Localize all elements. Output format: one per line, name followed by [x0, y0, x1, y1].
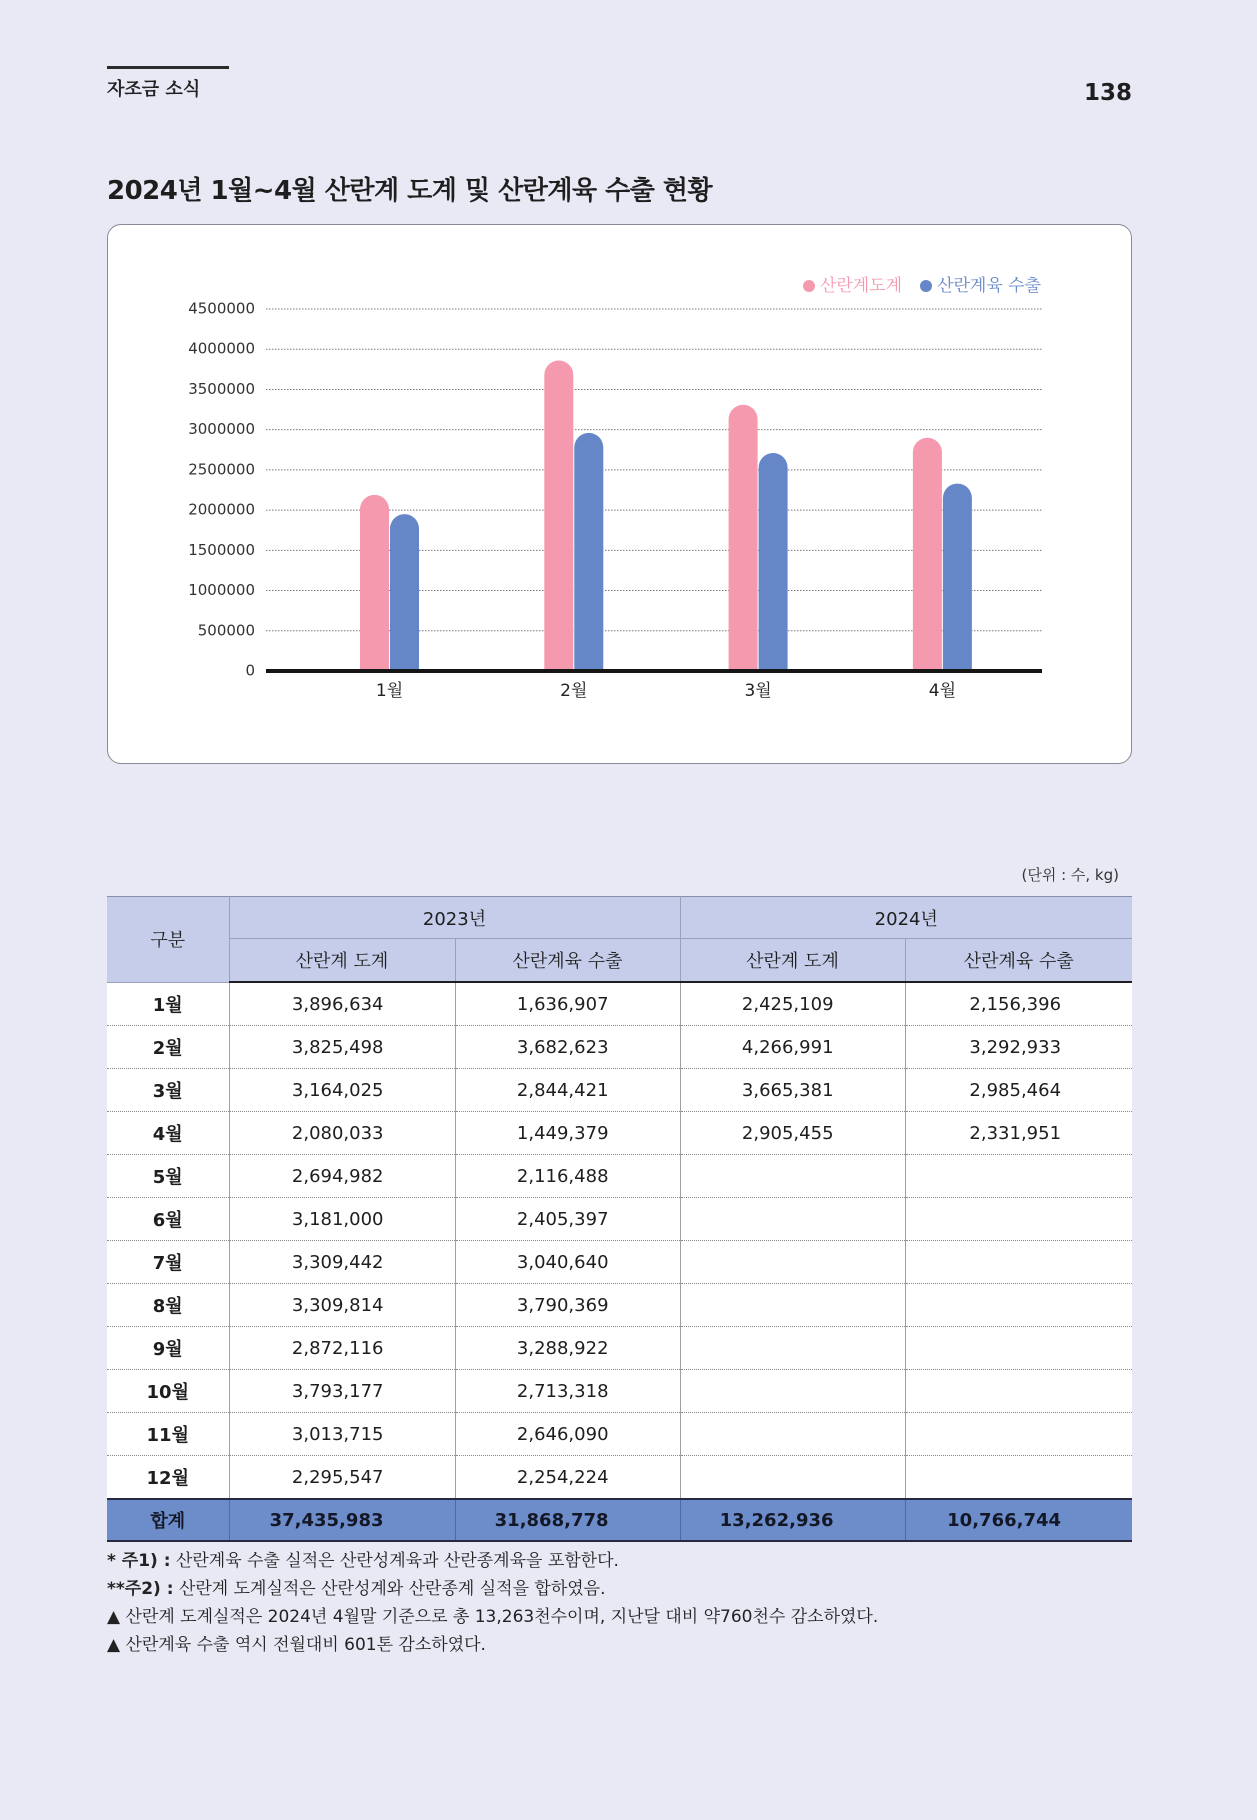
table-cell — [905, 1413, 1132, 1456]
row-month-label: 8월 — [107, 1284, 229, 1327]
footnote-text: 산란계 도계실적은 산란성계와 산란종계 실적을 합하였음. — [178, 1579, 606, 1599]
footnote-label: **주2) : — [107, 1579, 174, 1599]
y-tick-label: 1000000 — [188, 581, 255, 600]
legend-dot-icon — [803, 280, 815, 292]
column-header: 산란계육 수출 — [455, 939, 680, 983]
table-cell: 3,013,715 — [229, 1413, 455, 1456]
row-month-label: 2월 — [107, 1026, 229, 1069]
table-cell: 2,905,455 — [680, 1112, 905, 1155]
table-cell: 2,156,396 — [905, 982, 1132, 1026]
table-cell: 2,872,116 — [229, 1327, 455, 1370]
total-label: 합계 — [107, 1499, 229, 1541]
chart-legend — [803, 275, 1041, 297]
table-cell: 2,985,464 — [905, 1069, 1132, 1112]
page-title: 2024년 1월~4월 산란계 도계 및 산란계육 수출 현황 — [107, 176, 713, 206]
y-tick-label: 500000 — [197, 621, 255, 640]
row-month-label: 10월 — [107, 1370, 229, 1413]
table-row — [107, 1413, 1132, 1456]
footnote-1 — [107, 1547, 878, 1575]
table-header-row-columns — [107, 939, 1132, 983]
y-tick-label: 2500000 — [188, 460, 255, 479]
table-cell: 3,309,442 — [229, 1241, 455, 1284]
total-cell: 13,262,936 — [680, 1499, 905, 1541]
legend-label: 산란계도계 — [819, 276, 903, 296]
total-cell: 10,766,744 — [905, 1499, 1132, 1541]
y-tick-label: 0 — [245, 661, 255, 680]
row-month-label: 11월 — [107, 1413, 229, 1456]
x-tick-label: 2월 — [560, 681, 588, 701]
table-cell: 3,164,025 — [229, 1069, 455, 1112]
table-cell: 2,254,224 — [455, 1456, 680, 1500]
table-row — [107, 1284, 1132, 1327]
y-tick-label: 3500000 — [188, 379, 255, 398]
year-header-2024: 2024년 — [680, 897, 1132, 939]
bar-series-2-month-2 — [574, 433, 603, 671]
header-rule — [107, 66, 229, 69]
y-tick-label: 2000000 — [188, 500, 255, 519]
legend-label: 산란계육 수출 — [937, 276, 1041, 296]
table-cell: 2,425,109 — [680, 982, 905, 1026]
table-cell: 2,646,090 — [455, 1413, 680, 1456]
table-cell: 2,080,033 — [229, 1112, 455, 1155]
x-tick-label: 1월 — [375, 681, 404, 701]
table-unit-note: (단위 : 수, kg) — [1021, 866, 1119, 884]
table-cell — [905, 1327, 1132, 1370]
footnote-label: * 주1) : — [107, 1551, 171, 1571]
table-row — [107, 982, 1132, 1026]
table-row — [107, 1026, 1132, 1069]
table-cell — [680, 1284, 905, 1327]
bar-series-2-month-1 — [390, 514, 419, 671]
bar-series-1-month-3 — [729, 405, 758, 671]
table-cell — [905, 1155, 1132, 1198]
year-header-2023: 2023년 — [229, 897, 680, 939]
table-row — [107, 1155, 1132, 1198]
row-month-label: 5월 — [107, 1155, 229, 1198]
row-month-label: 9월 — [107, 1327, 229, 1370]
table-cell — [680, 1370, 905, 1413]
table-row — [107, 1198, 1132, 1241]
column-header: 산란계 도계 — [680, 939, 905, 983]
table-row — [107, 1327, 1132, 1370]
row-month-label: 1월 — [107, 982, 229, 1026]
table-cell: 2,694,982 — [229, 1155, 455, 1198]
table-row — [107, 1069, 1132, 1112]
bar-series-2-month-4 — [943, 484, 972, 671]
y-tick-label: 4000000 — [188, 339, 255, 358]
table-cell: 3,793,177 — [229, 1370, 455, 1413]
table-cell: 3,040,640 — [455, 1241, 680, 1284]
legend-item-series-2 — [920, 275, 1041, 297]
table-cell: 2,844,421 — [455, 1069, 680, 1112]
table-row — [107, 1112, 1132, 1155]
column-header: 산란계육 수출 — [905, 939, 1132, 983]
x-tick-label: 4월 — [928, 681, 957, 701]
table-cell: 3,181,000 — [229, 1198, 455, 1241]
data-table — [107, 896, 1132, 1542]
bar-series-1-month-1 — [360, 495, 389, 671]
footnote-2 — [107, 1575, 878, 1603]
row-month-label: 12월 — [107, 1456, 229, 1500]
table-cell — [680, 1198, 905, 1241]
y-tick-label: 1500000 — [188, 540, 255, 559]
table-cell — [680, 1155, 905, 1198]
chart-panel — [107, 224, 1132, 764]
x-tick-label: 3월 — [744, 681, 772, 701]
bar-series-2-month-3 — [759, 453, 788, 671]
table-cell: 2,295,547 — [229, 1456, 455, 1500]
table-cell: 2,331,951 — [905, 1112, 1132, 1155]
table-cell — [905, 1284, 1132, 1327]
page-number: 138 — [1083, 80, 1132, 106]
table-cell: 3,665,381 — [680, 1069, 905, 1112]
remark-2: ▲ 산란계육 수출 역시 전월대비 601톤 감소하였다. — [107, 1635, 486, 1655]
table-cell: 2,116,488 — [455, 1155, 680, 1198]
table-cell: 3,790,369 — [455, 1284, 680, 1327]
table-cell — [905, 1370, 1132, 1413]
table-body — [107, 982, 1132, 1499]
row-month-label: 7월 — [107, 1241, 229, 1284]
y-tick-label: 4500000 — [188, 299, 255, 318]
bar-chart — [107, 224, 1132, 764]
table-cell — [905, 1456, 1132, 1500]
remark-1: ▲ 산란계 도계실적은 2024년 4월말 기준으로 총 13,263천수이며, 지난달 대비 약760천수 감소하였다. — [107, 1607, 879, 1627]
total-cell: 31,868,778 — [455, 1499, 680, 1541]
table-cell — [680, 1413, 905, 1456]
table-total-row — [107, 1499, 1132, 1541]
row-month-label: 3월 — [107, 1069, 229, 1112]
table-cell: 3,825,498 — [229, 1026, 455, 1069]
row-header-label: 구분 — [107, 897, 229, 983]
total-cell: 37,435,983 — [229, 1499, 455, 1541]
table-cell — [905, 1241, 1132, 1284]
table-cell: 2,405,397 — [455, 1198, 680, 1241]
table-cell: 3,309,814 — [229, 1284, 455, 1327]
footnote-text: 산란계육 수출 실적은 산란성계육과 산란종계육을 포함한다. — [175, 1551, 619, 1571]
table-header-row-years — [107, 897, 1132, 939]
table-cell — [680, 1241, 905, 1284]
legend-dot-icon — [920, 280, 932, 292]
table-cell — [680, 1456, 905, 1500]
column-header: 산란계 도계 — [229, 939, 455, 983]
bar-series-1-month-4 — [913, 438, 942, 671]
table-cell: 3,292,933 — [905, 1026, 1132, 1069]
table-row — [107, 1456, 1132, 1500]
table-row — [107, 1241, 1132, 1284]
table-cell: 4,266,991 — [680, 1026, 905, 1069]
table-cell: 1,636,907 — [455, 982, 680, 1026]
table-cell: 2,713,318 — [455, 1370, 680, 1413]
table-cell: 3,288,922 — [455, 1327, 680, 1370]
table-cell: 3,896,634 — [229, 982, 455, 1026]
row-month-label: 4월 — [107, 1112, 229, 1155]
table-cell: 3,682,623 — [455, 1026, 680, 1069]
row-month-label: 6월 — [107, 1198, 229, 1241]
table-row — [107, 1370, 1132, 1413]
table-cell: 1,449,379 — [455, 1112, 680, 1155]
section-name: 자조금 소식 — [107, 79, 201, 100]
legend-item-series-1 — [803, 275, 902, 297]
table-cell — [680, 1327, 905, 1370]
bar-series-1-month-2 — [544, 360, 573, 671]
y-tick-label: 3000000 — [188, 420, 255, 439]
table-cell — [905, 1198, 1132, 1241]
notes — [107, 1547, 878, 1659]
